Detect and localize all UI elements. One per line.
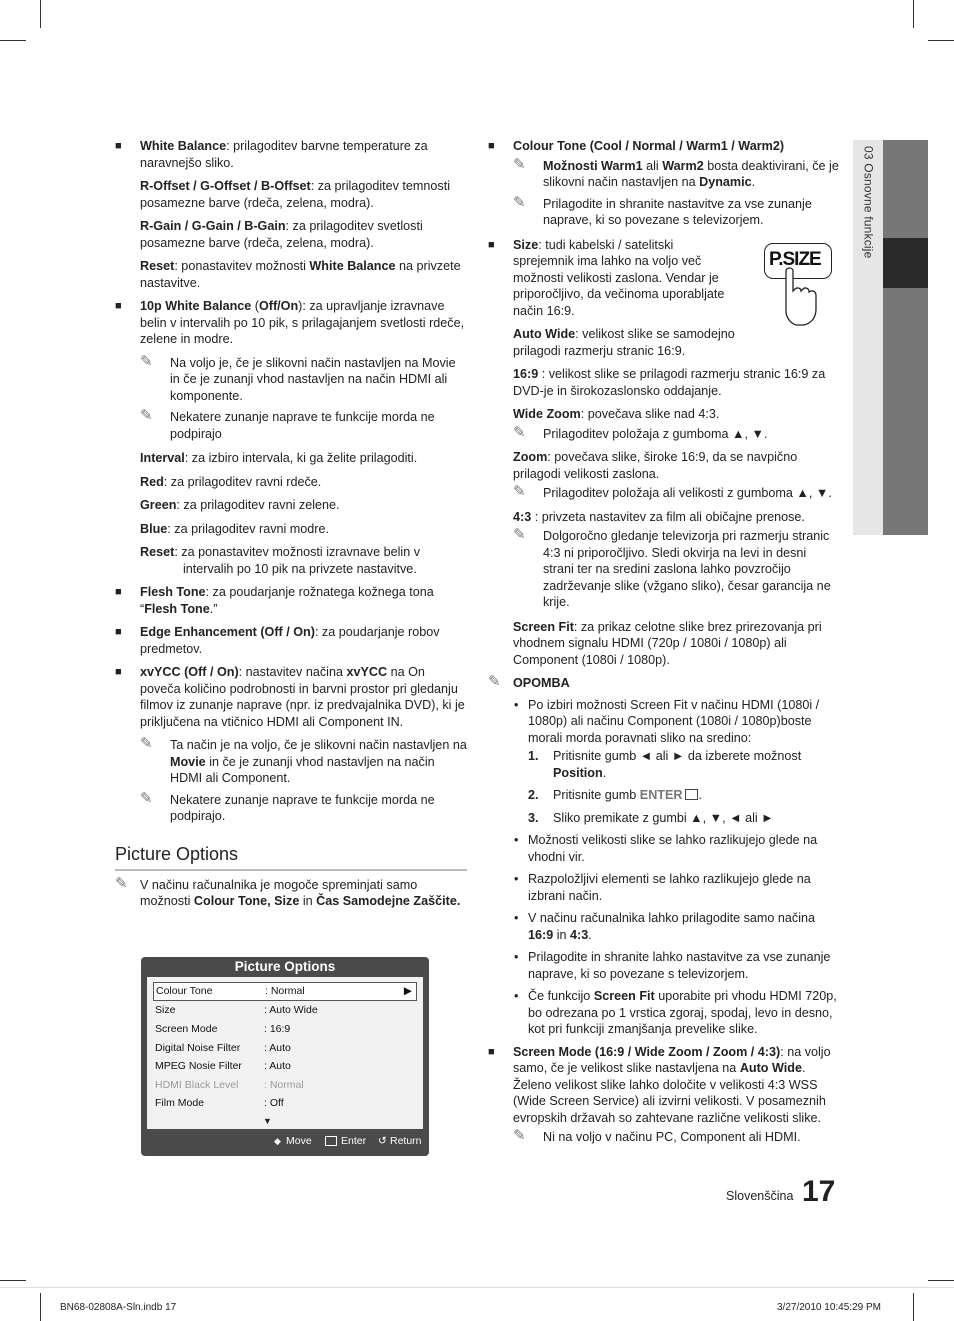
osd-row-film-mode[interactable]: Film Mode : Off [155, 1097, 284, 1109]
pencil-note-icon: ✎ [513, 483, 526, 500]
red-item: Red: za prilagoditev ravni rdeče. [140, 474, 322, 489]
psize-button: P.SIZE [764, 243, 832, 279]
zoom-item: Zoom: povečava slike, široke 16:9, da se navpično prilagodi velikosti zaslona. [513, 450, 798, 481]
square-bullet-icon: ■ [488, 140, 495, 152]
square-bullet-icon: ■ [488, 238, 495, 251]
crop-mark [40, 0, 41, 28]
note-bullet: • V načinu računalnika lahko prilagodite samo načina 16:9 in 4:3. [514, 911, 816, 942]
note-bullet: • Razpoložljivi elementi se lahko razlikujejo glede na izbrani način. [514, 872, 811, 903]
left-column [115, 138, 467, 915]
reset-item: Reset: ponastavitev možnosti White Balance na privzete nastavitve. [140, 259, 461, 290]
note: ✎ Prilagoditev položaja ali velikosti z gumboma ▲, ▼. [513, 483, 832, 500]
psize-button-illustration [764, 243, 844, 331]
arrow-right-icon: ▶ [403, 985, 412, 997]
section-heading-picture-options: Picture Options [115, 843, 467, 871]
pencil-note-icon: ✎ [115, 874, 128, 892]
pencil-note-icon: ✎ [513, 1127, 526, 1144]
reset-interval-item: Reset: za ponastavitev možnosti izravnave belin v intervalih po 10 pik na privzete nastavitve. [140, 545, 421, 576]
pencil-note-icon: ✎ [513, 193, 526, 211]
enter-icon [325, 1136, 337, 1146]
osd-row-digital-noise-filter[interactable]: Digital Noise Filter : Auto [155, 1042, 291, 1054]
crop-mark [928, 1280, 954, 1281]
note: ✎ Ni na voljo v načinu PC, Component ali HDMI. [513, 1127, 801, 1144]
auto-wide-item: Auto Wide: velikost slike se samodejno prilagodi razmerju stranic 16:9. [513, 327, 735, 358]
note: ✎ Na voljo je, če je slikovni način nastavljen na Movie in če je zunanji vhod nastavljen na način HDMI ali komponente. [140, 352, 456, 403]
green-item: Green: za prilagoditev ravni zelene. [140, 498, 340, 512]
colour-tone-item: ■ Colour Tone (Cool / Normal / Warm1 / Warm2) [488, 139, 785, 153]
edge-enhancement-item: ■ Edge Enhancement (Off / On): za poudarjanje robov predmetov. [115, 625, 440, 656]
step-2: 2. Pritisnite gumb ENTER . [528, 788, 702, 802]
pencil-note-icon: ✎ [513, 155, 526, 173]
picture-options-osd [141, 957, 429, 1156]
size-item: ■ Size: tudi kabelski / satelitski sprejemnik ima lahko na voljo več možnosti velikosti zaslona. Vendar je priporočljivo, da večinoma uporabljate način 16:9. P.SIZE [488, 237, 840, 320]
scroll-down-icon[interactable]: ▼ [263, 1116, 272, 1126]
note: ✎ V načinu računalnika je mogoče spreminjati samo možnosti Colour Tone, Size in Čas Samodejne Zaščite. [115, 874, 461, 908]
xvycc-item: ■ xvYCC (Off / On): nastavitev načina xvYCC na On poveča količino podrobnosti in barvni prostor pri gledanju filmov iz zunanje naprave (npr. iz predvajalnika DVD), ki je priključena na vtičnico HDMI ali Component IN. [115, 665, 465, 729]
crop-mark [0, 40, 26, 41]
note-bullet: • Če funkcijo Screen Fit uporabite pri vhodu HDMI 720p, bo odrezana po 1 vrstica zgoraj, spodaj, levo in desno, kot pri funkciji zmanjšanja prevelike slike. [514, 989, 837, 1036]
note: ✎ Nekatere zunanje naprave te funkcije morda ne podpirajo. [140, 789, 435, 823]
note-bullet: • Možnosti velikosti slike se lahko razlikujejo glede na vhodni vir. [514, 833, 818, 864]
crop-mark [913, 0, 914, 28]
interval-item: Interval: za izbiro intervala, ki ga želite prilagoditi. [140, 451, 418, 465]
note: ✎ Prilagoditev položaja z gumboma ▲, ▼. [513, 423, 768, 441]
flesh-tone-item: ■ Flesh Tone: za poudarjanje rožnatega kožnega tona “Flesh Tone.” [115, 585, 434, 616]
side-tab-marker [883, 238, 928, 288]
crop-mark [40, 1293, 41, 1321]
offset-item: R-Offset / G-Offset / B-Offset: za prilagoditev temnosti posamezne barve (rdeča, zelena, modra). [140, 179, 451, 210]
ratio-4-3-item: 4:3 : privzeta nastavitev za film ali običajne prenose. [513, 509, 805, 524]
ten-p-white-balance-item: ■ 10p White Balance (Off/On): za upravljanje izravnave belin v intervalih po 10 pik, s prilagajanjem svetlosti rdeče, zelene in modre. [115, 299, 465, 346]
page-number: 17 [802, 1175, 836, 1208]
osd-row-hdmi-black-level: HDMI Black Level : Normal [155, 1079, 304, 1091]
step-3: 3. Sliko premikate z gumbi ▲, ▼, ◄ ali ► [528, 810, 774, 825]
pointing-hand-icon [780, 267, 820, 327]
note: ✎ Nekatere zunanje naprave te funkcije morda ne podpirajo [140, 407, 435, 441]
white-balance-item: ■ White Balance: prilagoditev barvne temperature za naravnejšo sliko. [115, 139, 428, 170]
return-icon: ↺ [378, 1135, 387, 1147]
move-icon: ◆ [274, 1136, 281, 1146]
pencil-note-icon: ✎ [140, 352, 153, 370]
footer-timestamp: 3/27/2010 10:45:29 PM [777, 1302, 881, 1313]
crop-mark [0, 1280, 26, 1281]
footer-divider [0, 1287, 954, 1288]
crop-mark [913, 1293, 914, 1321]
gain-item: R-Gain / G-Gain / B-Gain: za prilagoditev svetlosti posamezne barve (rdeča, zelena, modra). [140, 219, 423, 250]
language-label: Slovenščina [726, 1189, 794, 1203]
note: ✎ Prilagodite in shranite nastavitve za vse zunanje naprave, ki so povezane s televizorjem. [513, 193, 812, 227]
square-bullet-icon: ■ [115, 300, 122, 312]
step-1: 1. Pritisnite gumb ◄ ali ► da izberete možnost Position. [528, 749, 802, 780]
note-bullet: • Prilagodite in shranite lahko nastavitve za vse zunanje naprave, ki so povezane s televizorjem. [514, 950, 831, 981]
note: ✎ Možnosti Warm1 ali Warm2 bosta deaktivirani, če je slikovni način nastavljen na Dynamic. [513, 155, 839, 189]
osd-row-colour-tone[interactable]: Colour Tone : Normal ▶ [153, 982, 417, 1001]
osd-menu-list [147, 977, 423, 1129]
enter-icon [685, 789, 698, 800]
osd-footer: ◆ Move Enter ↺ Return [141, 1131, 429, 1151]
pencil-note-icon: ✎ [513, 526, 526, 543]
footer-file-info: BN68-02808A-Sln.indb 17 [60, 1302, 177, 1313]
square-bullet-icon: ■ [488, 1045, 495, 1058]
osd-row-size[interactable]: Size : Auto Wide [155, 1004, 318, 1016]
osd-title: Picture Options [234, 959, 336, 974]
blue-item: Blue: za prilagoditev ravni modre. [140, 521, 329, 536]
pencil-note-icon: ✎ [140, 407, 153, 424]
square-bullet-icon: ■ [115, 586, 122, 598]
pencil-note-icon: ✎ [140, 789, 153, 807]
note: ✎ Dolgoročno gledanje televizorja pri razmerju stranic 4:3 ni priporočljivo. Sledi okvirja na levi in desni strani ter na sredini zaslona lahko povzročijo zadrževanje slike (vžgano sliko), česar garancija ne krije. [513, 526, 831, 609]
ratio-16-9-item: 16:9 : velikost slike se prilagodi razmerju stranic 16:9 za DVD-je in širokozaslonsko oddajanje. [513, 367, 826, 398]
note: ✎ Ta način je na voljo, če je slikovni način nastavljen na Movie in če je zunanji vhod nastavljen na način HDMI ali Component. [140, 735, 467, 785]
pencil-note-icon: ✎ [488, 673, 501, 690]
screen-mode-item: ■ Screen Mode (16:9 / Wide Zoom / Zoom / 4:3): na voljo samo, če je velikost slike nastavljena na Auto Wide. Želeno velikost slike lahko določite v velikosti 4:3 WSS (Wide Screen Service) ali izvirni velikosti. V posameznih evropskih državah so zahtevane različne velikosti slike. [488, 1044, 831, 1125]
osd-row-screen-mode[interactable]: Screen Mode : 16:9 [155, 1023, 291, 1035]
square-bullet-icon: ■ [115, 666, 122, 678]
note-bullet: • Po izbiri možnosti Screen Fit v načinu HDMI (1080i / 1080p) ali načinu Component (1080i / 1080p)boste morali morda poravnati sliko na sredino: [514, 697, 820, 745]
crop-mark [928, 40, 954, 41]
square-bullet-icon: ■ [115, 140, 122, 152]
side-tab-strip [883, 140, 928, 535]
square-bullet-icon: ■ [115, 626, 122, 638]
osd-row-mpeg-noise-filter[interactable]: MPEG Nosie Filter : Auto [155, 1060, 291, 1072]
side-tab-label: 03 Osnovne funkcije [861, 146, 876, 259]
pencil-note-icon: ✎ [513, 423, 526, 441]
screen-fit-item: Screen Fit: za prikaz celotne slike brez prirezovanja pri vhodnem signalu HDMI (720p / 1080i / 1080p) ali Component (1080i / 1080p). [513, 619, 822, 667]
right-column [488, 138, 840, 1151]
wide-zoom-item: Wide Zoom: povečava slike nad 4:3. [513, 407, 720, 421]
pencil-note-icon: ✎ [140, 735, 153, 752]
opomba-heading: ✎ OPOMBA [488, 673, 570, 690]
